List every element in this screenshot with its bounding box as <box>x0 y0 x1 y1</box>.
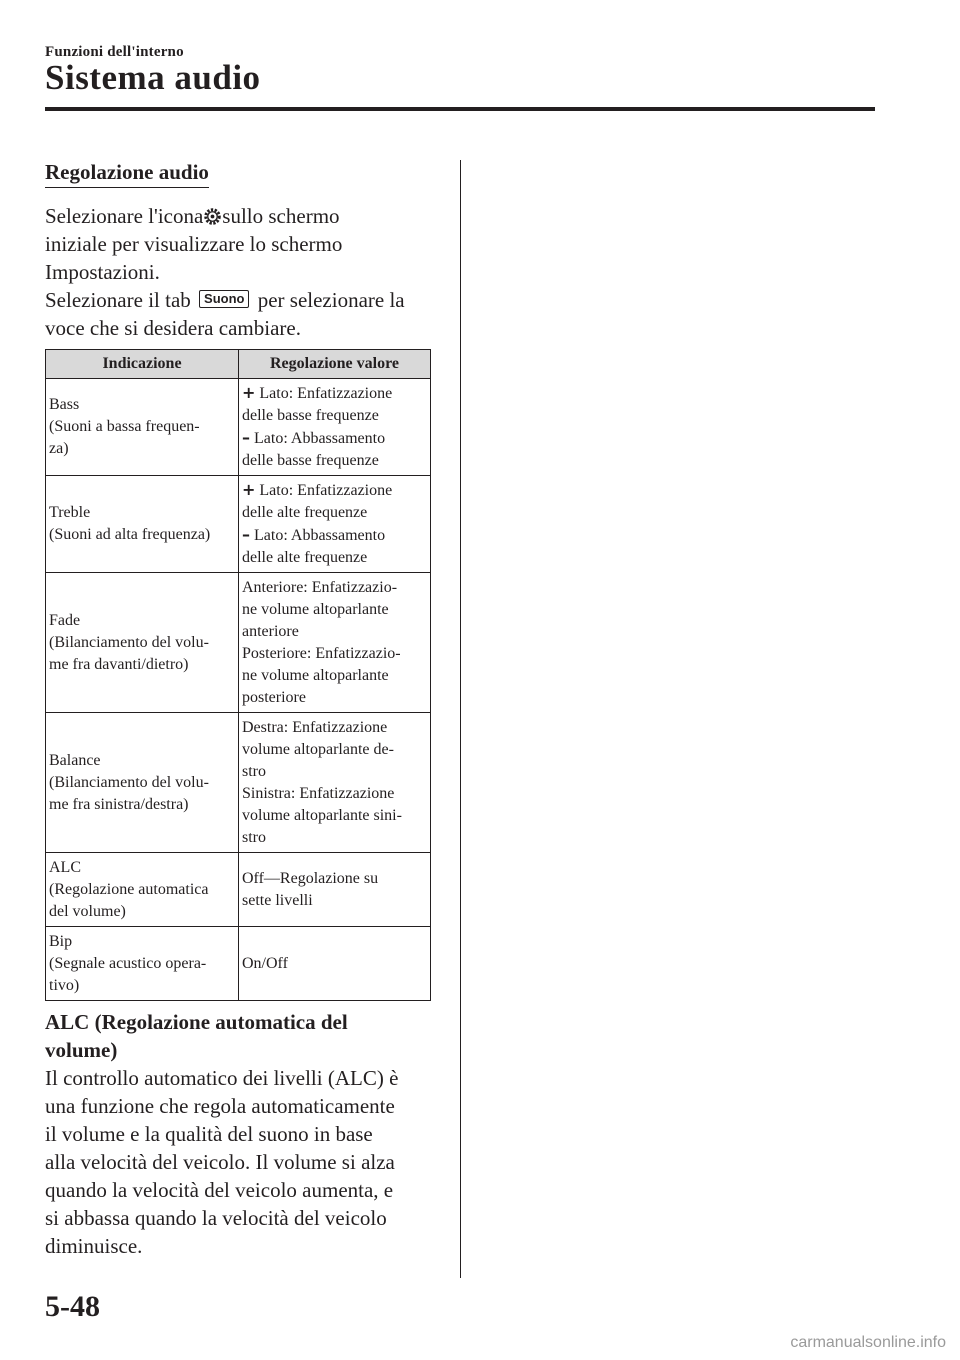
table-row <box>46 853 431 927</box>
watermark: carmanualsonline.info <box>790 1334 946 1351</box>
suono-tab-badge: Suono <box>199 290 249 308</box>
table-header-row <box>46 350 431 379</box>
intro-line: Selezionare l'icona sullo schermo <box>45 204 340 228</box>
valore-cell: + Lato: Enfatizzazione delle basse frequenze – Lato: Abbassamento delle basse frequenze <box>239 379 431 476</box>
intro-line: Selezionare il tab Suono per selezionare la <box>45 288 405 312</box>
alc-description: Il controllo automatico dei livelli (ALC) è una funzione che regola automaticamente il volume e la qualità del suono in base alla velocità del veicolo. Il volume si alza quando la velocità del veicolo aumenta, e si abbassa quando la velocità del veicolo diminuisce. <box>45 1066 399 1258</box>
table-row <box>46 713 431 853</box>
minus-icon: – <box>242 428 250 447</box>
section-label: Funzioni dell'interno <box>45 44 184 60</box>
table-row <box>46 573 431 713</box>
indicazione-cell: ALC (Regolazione automatica del volume) <box>46 853 239 927</box>
intro-line: iniziale per visualizzare lo schermo <box>45 232 343 256</box>
plus-icon: + <box>242 383 256 402</box>
valore-cell: Destra: Enfatizzazione volume altoparlante de- stro Sinistra: Enfatizzazione volume altoparlante sini- stro <box>239 713 431 853</box>
valore-cell: Anteriore: Enfatizzazio- ne volume altoparlante anteriore Posteriore: Enfatizzazio- ne volume altoparlante posteriore <box>239 573 431 713</box>
header-indicazione: Indicazione <box>46 350 239 379</box>
intro-line: voce che si desidera cambiare. <box>45 316 301 340</box>
header-regolazione-valore: Regolazione valore <box>239 350 431 379</box>
table-row <box>46 379 431 476</box>
alc-heading: ALC (Regolazione automatica del volume) <box>45 1010 348 1062</box>
indicazione-cell: Fade (Bilanciamento del volu- me fra davanti/dietro) <box>46 573 239 713</box>
indicazione-cell: Balance (Bilanciamento del volu- me fra sinistra/destra) <box>46 713 239 853</box>
intro-line: Impostazioni. <box>45 260 160 284</box>
valore-cell: + Lato: Enfatizzazione delle alte frequenze – Lato: Abbassamento delle alte frequenze <box>239 476 431 573</box>
page-number: 5-48 <box>45 1290 100 1323</box>
settings-table <box>45 349 431 1001</box>
minus-icon: – <box>242 525 250 544</box>
intro-section <box>45 160 437 342</box>
table-row <box>46 927 431 1001</box>
indicazione-cell: Treble (Suoni ad alta frequenza) <box>46 476 239 573</box>
page-title: Sistema audio <box>45 58 261 97</box>
gear-icon <box>203 205 222 224</box>
section-heading: Regolazione audio <box>45 160 209 188</box>
valore-cell: On/Off <box>239 927 431 1001</box>
table-row <box>46 476 431 573</box>
title-rule <box>45 107 875 111</box>
valore-cell: Off―Regolazione su sette livelli <box>239 853 431 927</box>
indicazione-cell: Bass (Suoni a bassa frequen- za) <box>46 379 239 476</box>
indicazione-cell: Bip (Segnale acustico opera- tivo) <box>46 927 239 1001</box>
plus-icon: + <box>242 480 256 499</box>
column-divider <box>460 160 461 1278</box>
